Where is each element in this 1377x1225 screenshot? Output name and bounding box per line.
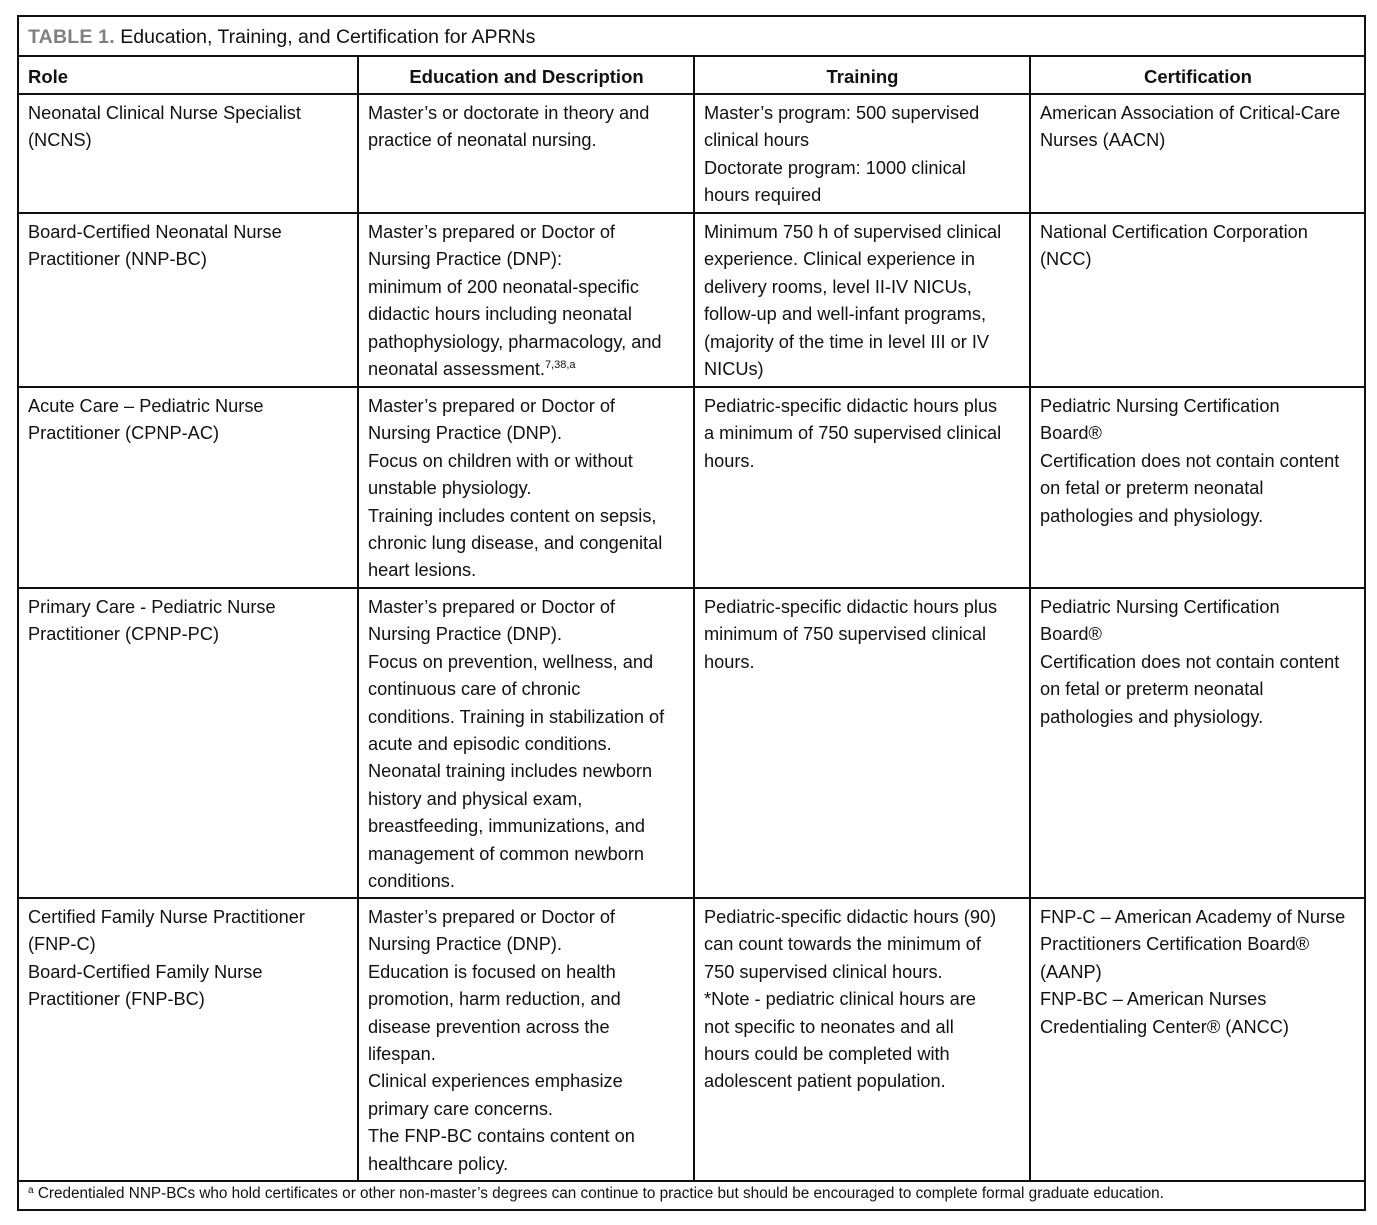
cell-text: Master’s or doctorate in theory and [368, 103, 650, 123]
cell-text: neonatal assessment. [368, 359, 545, 380]
cell-line [368, 758, 685, 785]
cell-line [368, 100, 685, 127]
training-cell [693, 214, 1029, 386]
reference-superscript: 7,38,a [544, 359, 576, 372]
cell-line [1040, 393, 1356, 420]
cell-line [704, 329, 1021, 356]
cell-text: Certification does not contain content [1040, 450, 1340, 471]
cell-line [704, 904, 1021, 931]
cell-text: Practitioner (CPNP-PC) [28, 624, 220, 645]
cell-text: pathologies and physiology. [1040, 706, 1264, 727]
header-role: Role [28, 66, 69, 87]
cell-text: follow-up and well-infant programs, [704, 304, 987, 325]
role-cell [19, 388, 357, 587]
cell-text: (AANP) [1040, 961, 1102, 982]
cell-line [704, 448, 1021, 475]
training-cell [693, 95, 1029, 212]
cell-text: chronic lung disease, and congenital [368, 533, 663, 554]
cell-text: Nursing Practice (DNP): [368, 249, 563, 270]
cell-line [28, 219, 349, 246]
cell-text: acute and episodic conditions. [368, 734, 612, 755]
certification-cell [1029, 589, 1364, 897]
cell-text: a minimum of 750 supervised clinical [704, 423, 1002, 444]
certification-cell [1029, 95, 1364, 212]
role-cell [19, 95, 357, 212]
cell-text: Board® [1040, 624, 1102, 645]
cell-text: National Certification Corporation [1040, 222, 1308, 242]
education-cell [357, 899, 693, 1180]
cell-line [704, 649, 1021, 676]
cell-line [368, 246, 685, 273]
role-cell [19, 214, 357, 386]
education-cell [357, 95, 693, 212]
cell-text: Master’s prepared or Doctor of [368, 597, 615, 617]
cell-line [1040, 931, 1356, 958]
cell-line [368, 503, 685, 530]
cell-line [1040, 959, 1356, 986]
cell-line [1040, 594, 1356, 621]
cell-line [368, 557, 685, 584]
cell-text: healthcare policy. [368, 1153, 509, 1174]
cell-line [368, 904, 685, 931]
table-caption [19, 17, 1364, 57]
cell-line [368, 1014, 685, 1041]
cell-text: breastfeeding, immunizations, and [368, 816, 646, 837]
cell-text: Neonatal Clinical Nurse Specialist [28, 103, 301, 123]
cell-text: experience. Clinical experience in [704, 249, 975, 270]
cell-text: hours required [704, 185, 822, 206]
table-footnote [19, 1178, 1364, 1209]
cell-line [28, 420, 349, 447]
cell-text: Board® [1040, 423, 1102, 444]
cell-text: Pediatric Nursing Certification [1040, 396, 1280, 416]
cell-line [28, 127, 349, 154]
cell-line [368, 676, 685, 703]
cell-text: Primary Care - Pediatric Nurse [28, 597, 276, 617]
cell-text: minimum of 200 neonatal-specific [368, 276, 639, 297]
cell-line [1040, 904, 1356, 931]
cell-line [368, 530, 685, 557]
cell-line [704, 1068, 1021, 1095]
certification-cell [1029, 899, 1364, 1180]
cell-text: Master’s prepared or Doctor of [368, 907, 615, 927]
cell-line [704, 246, 1021, 273]
cell-text: Practitioners Certification Board® [1040, 934, 1310, 955]
header-certification: Certification [1029, 57, 1364, 93]
table-row [19, 95, 1364, 214]
cell-text: Master’s prepared or Doctor of [368, 396, 615, 416]
cell-line [28, 904, 349, 931]
cell-line [704, 1041, 1021, 1068]
cell-line [368, 1123, 685, 1150]
cell-text: The FNP-BC contains content on [368, 1126, 635, 1147]
cell-text: management of common newborn [368, 843, 644, 864]
cell-line [368, 649, 685, 676]
table-label: TABLE 1. [28, 26, 115, 48]
cell-text: (majority of the time in level III or IV [704, 331, 990, 352]
cell-line [28, 931, 349, 958]
cell-line [704, 393, 1021, 420]
cell-text: Focus on children with or without [368, 450, 633, 471]
cell-text: history and physical exam, [368, 788, 583, 809]
cell-line [28, 594, 349, 621]
cell-line [704, 959, 1021, 986]
cell-text: Certification does not contain content [1040, 651, 1340, 672]
cell-line [368, 393, 685, 420]
cell-text: not specific to neonates and all [704, 1016, 954, 1037]
cell-line [368, 986, 685, 1013]
cell-text: Credentialing Center® (ANCC) [1040, 1016, 1289, 1037]
education-cell [357, 589, 693, 897]
cell-line [368, 959, 685, 986]
table-grid [19, 57, 1364, 1182]
cell-text: Nurses (AACN) [1040, 130, 1166, 151]
cell-text: Minimum 750 h of supervised clinical [704, 222, 1002, 242]
cell-text: Practitioner (NNP-BC) [28, 249, 207, 270]
cell-text: (NCNS) [28, 130, 92, 151]
cell-line [704, 274, 1021, 301]
cell-line [704, 594, 1021, 621]
cell-text: Neonatal training includes newborn [368, 761, 653, 782]
cell-text: Focus on prevention, wellness, and [368, 651, 654, 672]
cell-text: Doctorate program: 1000 clinical [704, 157, 966, 178]
cell-text: 750 supervised clinical hours. [704, 961, 943, 982]
cell-text: adolescent patient population. [704, 1071, 946, 1092]
cell-line [1040, 246, 1356, 273]
cell-line [368, 786, 685, 813]
header-row [19, 57, 1364, 95]
table-row [19, 214, 1364, 388]
cell-text: minimum of 750 supervised clinical [704, 624, 987, 645]
table-row [19, 899, 1364, 1182]
cell-line [368, 621, 685, 648]
table-frame [17, 15, 1366, 1211]
role-cell [19, 589, 357, 897]
cell-text: (NCC) [1040, 249, 1092, 270]
cell-line [704, 986, 1021, 1013]
cell-text: practice of neonatal nursing. [368, 130, 597, 151]
cell-text: lifespan. [368, 1044, 436, 1065]
cell-text: on fetal or preterm neonatal [1040, 679, 1264, 700]
cell-line [368, 813, 685, 840]
cell-line [1040, 420, 1356, 447]
cell-text: Master’s prepared or Doctor of [368, 222, 615, 242]
cell-line [28, 393, 349, 420]
cell-text: Acute Care – Pediatric Nurse [28, 396, 264, 416]
cell-line [28, 100, 349, 127]
cell-line [1040, 1014, 1356, 1041]
cell-line [28, 959, 349, 986]
footnote-text: Credentialed NNP-BCs who hold certificates or other non-master’s degrees can continue to practice but should be encouraged to complete formal graduate education. [37, 1185, 1164, 1202]
cell-line [368, 448, 685, 475]
cell-line [1040, 100, 1356, 127]
cell-text: FNP-C – American Academy of Nurse [1040, 907, 1346, 927]
cell-text: Practitioner (FNP-BC) [28, 989, 205, 1010]
cell-text: Nursing Practice (DNP). [368, 624, 563, 645]
cell-text: hours could be completed with [704, 1044, 950, 1065]
cell-line [368, 301, 685, 328]
cell-line [368, 868, 685, 895]
cell-text: heart lesions. [368, 560, 477, 581]
education-cell [357, 388, 693, 587]
cell-line [1040, 127, 1356, 154]
cell-line [704, 356, 1021, 383]
cell-text: *Note - pediatric clinical hours are [704, 989, 976, 1010]
cell-line [368, 1068, 685, 1095]
cell-line [1040, 475, 1356, 502]
cell-line [368, 127, 685, 154]
education-cell [357, 214, 693, 386]
cell-line [704, 1014, 1021, 1041]
cell-line [368, 594, 685, 621]
header-training: Training [693, 57, 1029, 93]
cell-text: disease prevention across the [368, 1016, 610, 1037]
cell-line [368, 731, 685, 758]
cell-text: hours. [704, 450, 755, 471]
cell-line [28, 246, 349, 273]
cell-text: American Association of Critical-Care [1040, 103, 1341, 123]
cell-line [28, 621, 349, 648]
cell-text: Practitioner (CPNP-AC) [28, 423, 220, 444]
table-title: Education, Training, and Certification for APRNs [120, 26, 536, 48]
cell-text: didactic hours including neonatal [368, 304, 632, 325]
cell-text: primary care concerns. [368, 1098, 553, 1119]
cell-text: pathophysiology, pharmacology, and [368, 331, 662, 352]
cell-text: FNP-BC – American Nurses [1040, 989, 1267, 1010]
cell-line [1040, 676, 1356, 703]
cell-text: unstable physiology. [368, 478, 532, 499]
cell-text: delivery rooms, level II-IV NICUs, [704, 276, 972, 297]
cell-line [704, 219, 1021, 246]
cell-text: conditions. Training in stabilization of [368, 706, 665, 727]
cell-line [368, 329, 685, 356]
cell-text: Clinical experiences emphasize [368, 1071, 623, 1092]
cell-line [1040, 621, 1356, 648]
cell-text: continuous care of chronic [368, 679, 581, 700]
cell-text: Certified Family Nurse Practitioner [28, 907, 305, 927]
cell-text: Board-Certified Neonatal Nurse [28, 222, 282, 242]
cell-line [1040, 986, 1356, 1013]
training-cell [693, 899, 1029, 1180]
cell-line [368, 356, 685, 383]
cell-line [1040, 649, 1356, 676]
cell-text: NICUs) [704, 359, 764, 380]
cell-line [704, 100, 1021, 127]
cell-line [704, 621, 1021, 648]
cell-line [368, 704, 685, 731]
cell-text: Education is focused on health [368, 961, 616, 982]
cell-line [704, 127, 1021, 154]
table-row [19, 589, 1364, 899]
certification-cell [1029, 214, 1364, 386]
cell-text: Pediatric-specific didactic hours plus [704, 597, 998, 617]
cell-text: Training includes content on sepsis, [368, 505, 657, 526]
cell-line [704, 301, 1021, 328]
cell-text: pathologies and physiology. [1040, 505, 1264, 526]
training-cell [693, 589, 1029, 897]
cell-text: promotion, harm reduction, and [368, 989, 621, 1010]
footnote-mark: a [28, 1185, 34, 1196]
cell-text: Pediatric-specific didactic hours (90) [704, 907, 997, 927]
cell-line [704, 182, 1021, 209]
cell-text: Nursing Practice (DNP). [368, 423, 563, 444]
cell-line [368, 475, 685, 502]
cell-line [704, 155, 1021, 182]
cell-text: hours. [704, 651, 755, 672]
cell-text: Nursing Practice (DNP). [368, 934, 563, 955]
cell-line [28, 986, 349, 1013]
table-row [19, 388, 1364, 589]
cell-text: (FNP-C) [28, 934, 96, 955]
cell-line [1040, 448, 1356, 475]
cell-line [704, 931, 1021, 958]
cell-line [368, 1096, 685, 1123]
cell-line [368, 841, 685, 868]
cell-line [368, 274, 685, 301]
cell-line [1040, 219, 1356, 246]
cell-text: conditions. [368, 871, 455, 892]
cell-text: Pediatric-specific didactic hours plus [704, 396, 998, 416]
role-cell [19, 899, 357, 1180]
header-education: Education and Description [357, 57, 693, 93]
cell-line [368, 931, 685, 958]
cell-line [704, 420, 1021, 447]
cell-line [1040, 704, 1356, 731]
cell-text: Pediatric Nursing Certification [1040, 597, 1280, 617]
cell-text: can count towards the minimum of [704, 934, 981, 955]
cell-text: clinical hours [704, 130, 810, 151]
cell-text: Master’s program: 500 supervised [704, 103, 980, 123]
cell-line [1040, 503, 1356, 530]
cell-line [368, 1041, 685, 1068]
cell-line [368, 420, 685, 447]
cell-line [368, 219, 685, 246]
certification-cell [1029, 388, 1364, 587]
cell-text: on fetal or preterm neonatal [1040, 478, 1264, 499]
cell-line [368, 1151, 685, 1178]
training-cell [693, 388, 1029, 587]
cell-text: Board-Certified Family Nurse [28, 961, 263, 982]
